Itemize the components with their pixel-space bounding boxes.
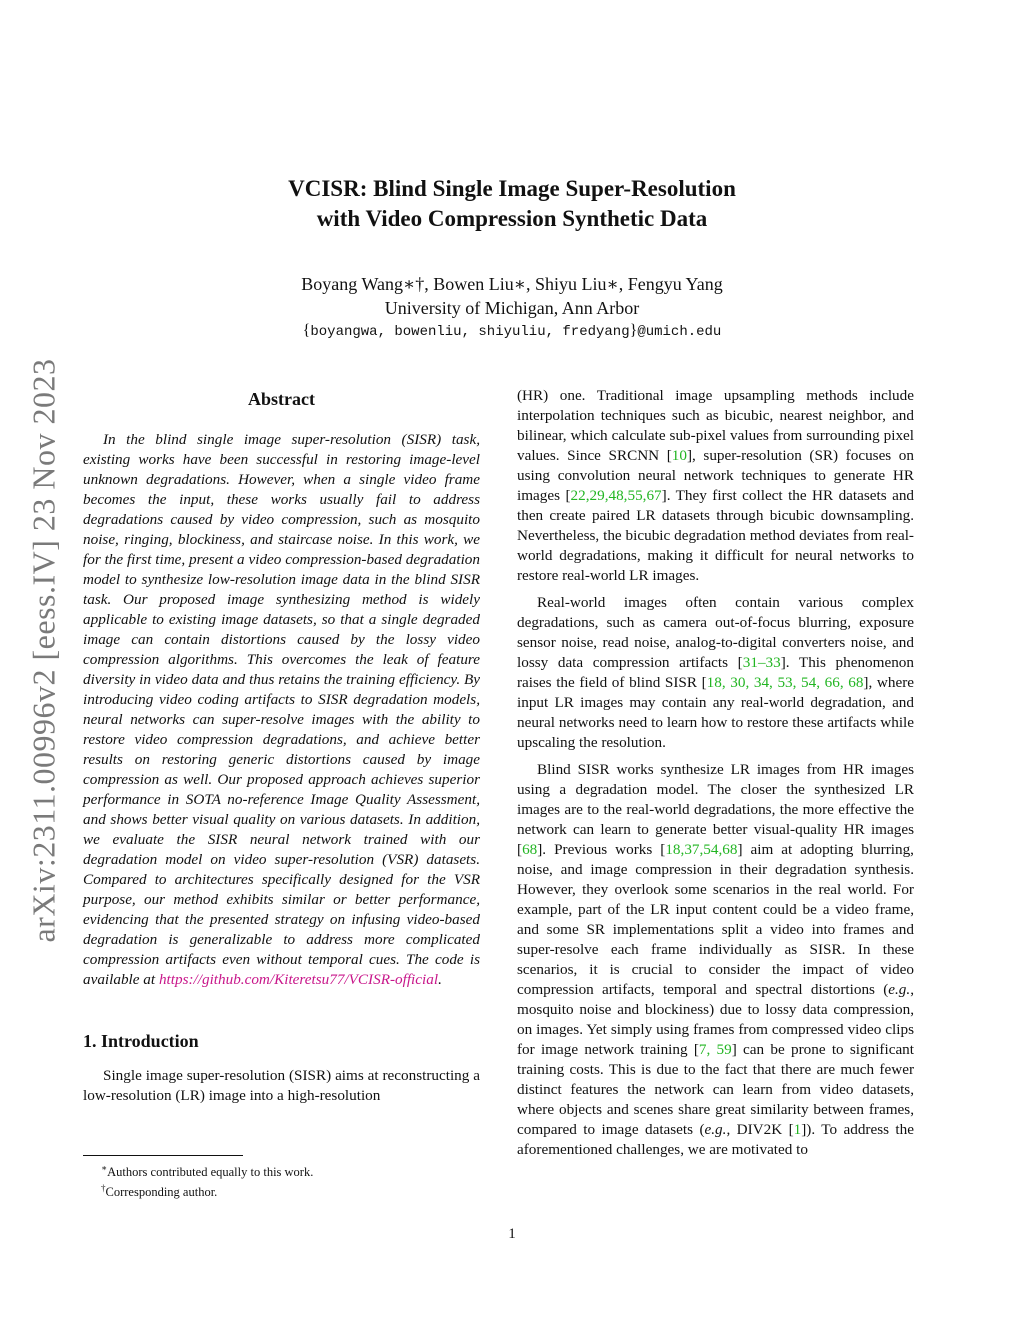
citation-link[interactable]: 22,29,48,55,67 — [570, 487, 662, 504]
code-link[interactable]: https://github.com/Kiteretsu77/VCISR-official — [158, 971, 439, 988]
text-run: Blind SISR works synthesize LR images from HR images using a degradation model. The closer the synthesized LR images are to the real-world degradations, the more effective the network can learn to generate better visual-quality HR images [ — [517, 761, 914, 858]
title-line-1: VCISR: Blind Single Image Super-Resolution — [288, 176, 736, 201]
citation-link[interactable]: 31–33 — [742, 654, 781, 671]
citation-link[interactable]: 18, 30, 34, 53, 54, 66, 68 — [706, 674, 864, 691]
footnote-text: Corresponding author. — [105, 1185, 218, 1200]
footnote-mark: † — [101, 1183, 106, 1194]
footnote-mark: ∗ — [101, 1163, 108, 1173]
abstract-end: . — [438, 971, 442, 988]
text-run: ]. This phenomenon raises the field of blind SISR [ — [517, 654, 914, 691]
text-run: ]). To address the aforementioned challenges, we are motivated to — [517, 1121, 914, 1158]
text-run: (HR) one. Traditional image upsampling methods include interpolation techniques such as bicubic, nearest neighbor, and bilinear, which calculate sub-pixel values from surrounding pixel values. Since SRCNN [ — [517, 387, 914, 464]
abstract-body — [83, 430, 480, 990]
page-number: 1 — [508, 1226, 516, 1242]
right-paragraph-3 — [517, 760, 914, 1160]
left-column — [83, 388, 480, 1106]
author-names: Boyang Wang∗†, Bowen Liu∗, Shiyu Liu∗, Fengyu Yang — [301, 274, 723, 294]
email-list: boyangwa, bowenliu, shiyuliu, fredyang — [310, 324, 630, 340]
text-run: ], super-resolution (SR) focuses on using convolution neural network techniques to generate HR images [ — [517, 447, 914, 504]
author-emails — [0, 322, 1024, 340]
email-brace-open: { — [302, 322, 311, 339]
text-run: ]. They first collect the HR datasets and then create paired LR datasets through bicubic downsampling. Nevertheless, the bicubic degradation method deviates from real-world degradations, making it difficult for neural networks to restore real-world LR images. — [517, 487, 915, 584]
text-run: , DIV2K [ — [726, 1121, 794, 1138]
intro-paragraph: Single image super-resolution (SISR) aims at reconstructing a low-resolution (LR) image into a high-resolution — [83, 1067, 480, 1104]
footnotes — [83, 1155, 480, 1200]
arxiv-identifier: arXiv:2311.00996v2 [eess.IV] 23 Nov 2023 — [25, 357, 62, 943]
abstract-heading: Abstract — [248, 389, 315, 409]
text-run: ], where input LR images may contain any real-world degradation, and neural networks need to learn how to restore these artifacts while upscaling the resolution. — [517, 674, 914, 751]
email-brace-close: } — [629, 322, 638, 339]
citation-link[interactable]: 18,37,54,68 — [665, 841, 738, 858]
text-run: ]. Previous works [ — [537, 841, 666, 858]
title-line-2: with Video Compression Synthetic Data — [316, 206, 708, 231]
author-block — [0, 272, 1024, 320]
footnote-rule — [83, 1155, 243, 1156]
citation-link[interactable]: 1 — [793, 1121, 802, 1138]
footnote-text: Authors contributed equally to this work. — [107, 1165, 314, 1180]
right-paragraph-2 — [517, 593, 914, 753]
section-heading-introduction: 1. Introduction — [83, 1031, 199, 1051]
text-run: ] aim at adopting blurring, noise, and image compression in their degradation synthesis. However, they overlook some scenarios in the real world. For example, part of the LR input content could be a video frame, and some SR implementations split a video into frames and super-resolve each frame individually as SISR. In these scenarios, it is crucial to consider the impact of video compression artifacts, temporal and spectral distortions ( — [517, 841, 914, 998]
citation-link[interactable]: 10 — [671, 447, 687, 464]
right-paragraph-1 — [517, 386, 914, 586]
email-domain: @umich.edu — [637, 324, 722, 340]
footnote-corresponding — [83, 1180, 480, 1200]
abstract-text: In the blind single image super-resolution (SISR) task, existing works have been successful in restoring image-level unknown degradations. However, when a single video frame becomes the input, these works usually fail to address degradations caused by video compression, such as mosquito noise, ringing, blockiness, and staircase noise. In this work, we for the first time, present a video compression-based degradation model to synthesize low-resolution image data in the blind SISR task. Our proposed image synthesizing method is widely applicable to existing image datasets, so that a single degraded image can contain distortions caused by the lossy video compression algorithms. This overcomes the leak of feature diversity in video data and thus retains the training efficiency. By introducing video coding artifacts to SISR degradation models, neural networks can super-resolve images with the ability to restore video compression degradations, and achieve better results on restoring generic distortions caused by image compression as well. Our proposed approach achieves superior performance in SOTA no-reference Image Quality Assessment, and shows better visual quality on various datasets. In addition, we evaluate the SISR neural network trained with our degradation model on video super-resolution (VSR) datasets. Compared to architectures specifically designed for the VSR purpose, our method exhibits similar or better performance, evidencing that the presented strategy on infusing video-based degradation is generalizable to address more complicated compression artifacts even without temporal cues. The code is available at — [83, 431, 480, 988]
arxiv-stamp — [24, 345, 64, 955]
right-column — [517, 386, 914, 1160]
text-run: ] can be prone to significant training costs. This is due to the fact that there are much fewer distinct features the network can learn from video datasets, where objects and scenes share great similarity between frames, compared to image datasets ( — [517, 1041, 914, 1138]
footnote-equal-contribution — [83, 1160, 480, 1180]
citation-link[interactable]: 7, 59 — [698, 1041, 732, 1058]
text-run: , mosquito noise and blockiness) due to lossy data compression, on images. Yet simply using frames from compressed video clips for image network training [ — [517, 981, 914, 1058]
eg-abbrev: e.g. — [888, 981, 911, 998]
eg-abbrev: e.g. — [704, 1121, 727, 1138]
text-run: Real-world images often contain various complex degradations, such as camera out-of-focus blurring, exposure sensor noise, read noise, analog-to-digital converters noise, and lossy data compression artifacts [ — [517, 594, 914, 671]
paper-title — [0, 174, 1024, 234]
affiliation: University of Michigan, Ann Arbor — [384, 298, 640, 318]
citation-link[interactable]: 68 — [522, 841, 538, 858]
